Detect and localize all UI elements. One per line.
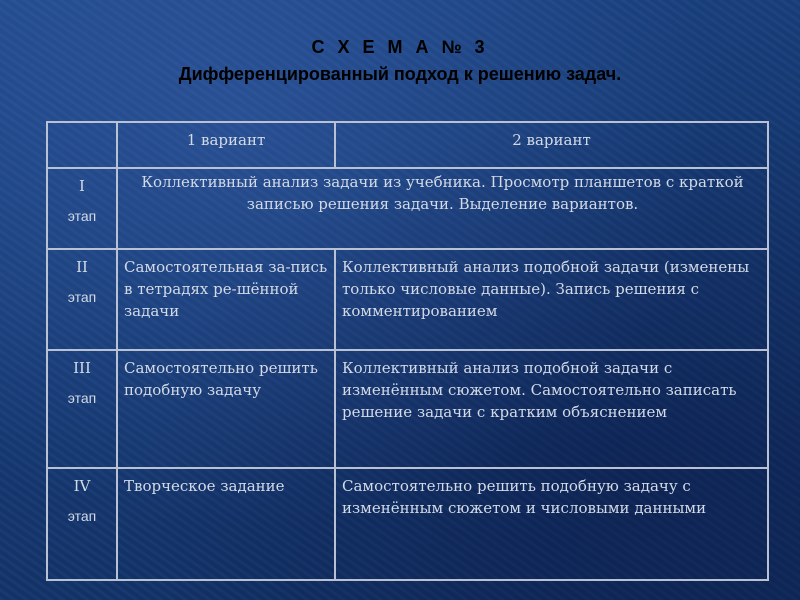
table-row xyxy=(47,168,768,249)
variant-1-cell: Самостоятельно решить подобную задачу xyxy=(117,350,335,468)
table-row xyxy=(47,468,768,580)
stage-1-merged-cell: Коллективный анализ задачи из учебника. Просмотр планшетов с краткой записью решения задачи. Выделение вариантов. xyxy=(117,168,768,249)
header-variant-2: 2 вариант xyxy=(335,122,768,168)
stage-label: этап xyxy=(67,289,97,305)
variant-2-cell: Коллективный анализ подобной задачи с изменённым сюжетом. Самостоятельно записать решение задачи с кратким объяснением xyxy=(335,350,768,468)
stage-label: этап xyxy=(67,390,97,406)
stage-cell xyxy=(47,350,117,468)
slide-title xyxy=(0,34,800,88)
scheme-table xyxy=(46,121,769,581)
stage-number: IV xyxy=(73,477,91,495)
stage-number: I xyxy=(79,177,85,195)
stage-cell xyxy=(47,468,117,580)
header-empty-cell xyxy=(47,122,117,168)
stage-cell xyxy=(47,168,117,249)
stage-label: этап xyxy=(67,508,97,524)
scheme-subtitle: Дифференцированный подход к решению задач. xyxy=(178,64,622,84)
variant-1-cell: Самостоятельная за-пись в тетрадях ре-шённой задачи xyxy=(117,249,335,350)
variant-2-cell: Самостоятельно решить подобную задачу с изменённым сюжетом и числовыми данными xyxy=(335,468,768,580)
table-row xyxy=(47,249,768,350)
header-variant-1: 1 вариант xyxy=(117,122,335,168)
variant-2-cell: Коллективный анализ подобной задачи (изменены только числовые данные). Запись решения с комментированием xyxy=(335,249,768,350)
table-header-row xyxy=(47,122,768,168)
scheme-number: С Х Е М А № 3 xyxy=(311,37,489,57)
variant-1-cell: Творческое задание xyxy=(117,468,335,580)
stage-label: этап xyxy=(67,208,97,224)
stage-number: II xyxy=(76,258,88,276)
table-row xyxy=(47,350,768,468)
stage-cell xyxy=(47,249,117,350)
stage-number: III xyxy=(73,359,91,377)
